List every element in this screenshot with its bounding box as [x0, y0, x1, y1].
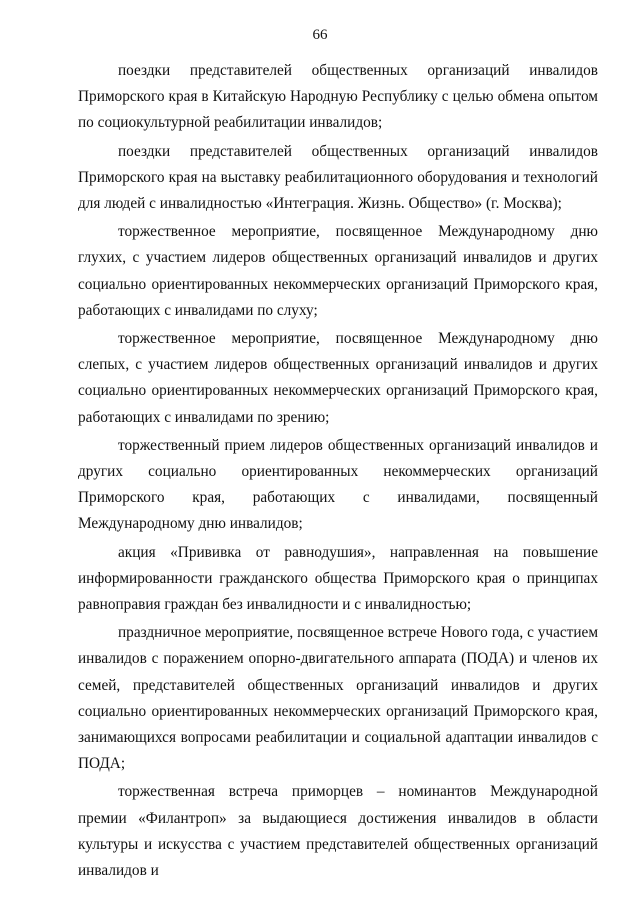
paragraph-4: торжественное мероприятие, посвященное Международному дню слепых, с участием лидеров общественных организаций инвалидов и других социально ориентированных некоммерческих организаций Приморского края, работающих с инвалидами по зрению; [78, 330, 598, 426]
page-number: 66 [312, 27, 328, 43]
paragraph-2: поездки представителей общественных организаций инвалидов Приморского края на выставку реабилитационного оборудования и технологий для людей с инвалидностью «Интеграция. Жизнь. Общество» (г. Москва); [78, 142, 598, 213]
paragraph-1: поездки представителей общественных организаций инвалидов Приморского края в Китайскую Народную Республику с целью обмена опытом по социокультурной реабилитации инвалидов; [78, 62, 598, 132]
paragraph-7: праздничное мероприятие, посвященное встрече Нового года, с участием инвалидов с поражением опорно-двигательного аппарата (ПОДА) и членов их семей, представителей общественных организаций инвалидов и других социально ориентированных некоммерческих организаций Приморского края, занимающихся вопросами реабилитации и социальной адаптации инвалидов с ПОДА; [78, 624, 598, 773]
paragraph-5: торжественный прием лидеров общественных организаций инвалидов и других социально ориентированных некоммерческих организаций Приморского края, работающих с инвалидами, посвященный Международному дню инвалидов; [78, 436, 598, 533]
paragraph-8: торжественная встреча приморцев – номинантов Международной премии «Филантроп» за выдающиеся достижения инвалидов в области культуры и искусства с участием представителей общественных организаций инвалидов и [78, 783, 598, 880]
paragraph-6: акция «Прививка от равнодушия», направленная на повышение информированности гражданского общества Приморского края о принципах равноправия граждан без инвалидности и с инвалидностью; [78, 543, 598, 614]
paragraph-3: торжественное мероприятие, посвященное Международному дню глухих, с участием лидеров общественных организаций инвалидов и других социально ориентированных некоммерческих организаций Приморского края, работающих с инвалидами по слуху; [78, 223, 598, 319]
document-body [78, 58, 598, 886]
